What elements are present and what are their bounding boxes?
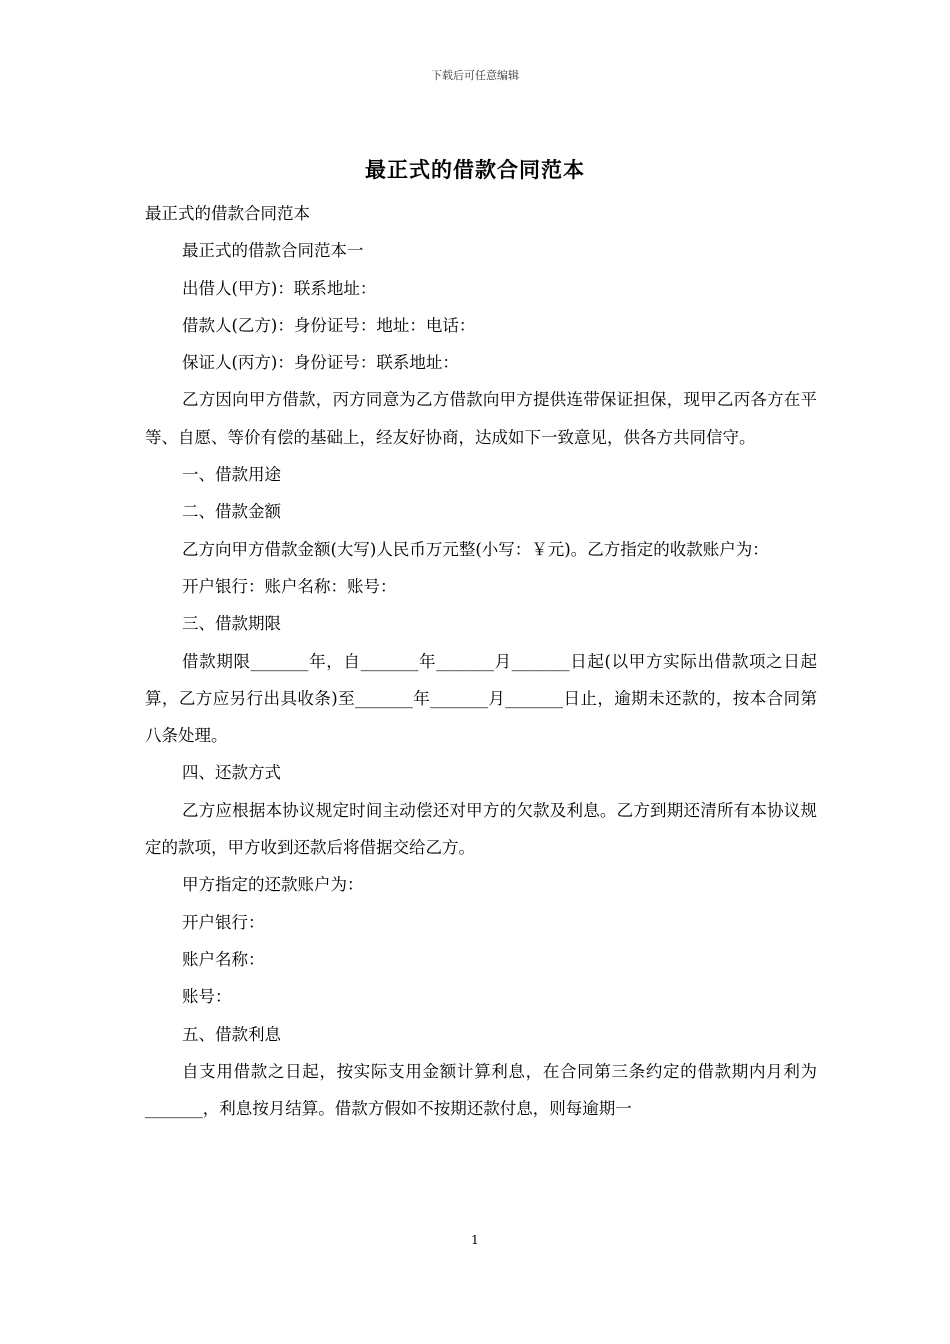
paragraph: 自支用借款之日起，按实际支用金额计算利息，在合同第三条约定的借款期内月利为_______，利息按月结算。借款方假如不按期还款付息，则每逾期一 [145,1061,817,1119]
document-body [145,195,817,1127]
paragraph: 乙方应根据本协议规定时间主动偿还对甲方的欠款及利息。乙方到期还清所有本协议规定的款项，甲方收到还款后将借据交给乙方。 [145,800,817,858]
paragraph: 四、还款方式 [182,763,281,783]
paragraph: 最正式的借款合同范本 [145,204,310,223]
paragraph: 甲方指定的还款账户为： [182,875,364,895]
paragraph: 一、借款用途 [182,465,281,485]
paragraph: 五、借款利息 [182,1024,281,1044]
paragraph: 最正式的借款合同范本一 [182,241,364,261]
page-header-note: 下载后可任意编辑 [431,69,519,82]
paragraph: 二、借款金额 [182,502,281,522]
document-title: 最正式的借款合同范本 [365,157,585,182]
paragraph: 借款人(乙方)：身份证号：地址：电话： [182,315,476,335]
paragraph: 乙方向甲方借款金额(大写)人民币万元整(小写：￥元)。乙方指定的收款账户为： [182,539,769,559]
paragraph: 开户银行：账户名称：账号： [182,576,397,596]
paragraph: 保证人(丙方)：身份证号：联系地址： [182,353,459,373]
page-number: 1 [471,1233,479,1247]
paragraph: 借款期限_______年，自_______年_______月_______日起(以甲方实际出借款项之日起算，乙方应另行出具收条)至_______年_______月_______日止，逾期未还款的，按本合同第八条处理。 [145,651,817,746]
paragraph: 账户名称： [182,949,265,969]
paragraph: 三、借款期限 [182,614,281,634]
paragraph: 出借人(甲方)：联系地址： [182,278,377,298]
paragraph: 乙方因向甲方借款，丙方同意为乙方借款向甲方提供连带保证担保，现甲乙丙各方在平等、自愿、等价有偿的基础上，经友好协商，达成如下一致意见，供各方共同信守。 [145,390,817,447]
paragraph: 开户银行： [182,912,265,932]
paragraph: 账号： [182,987,232,1007]
